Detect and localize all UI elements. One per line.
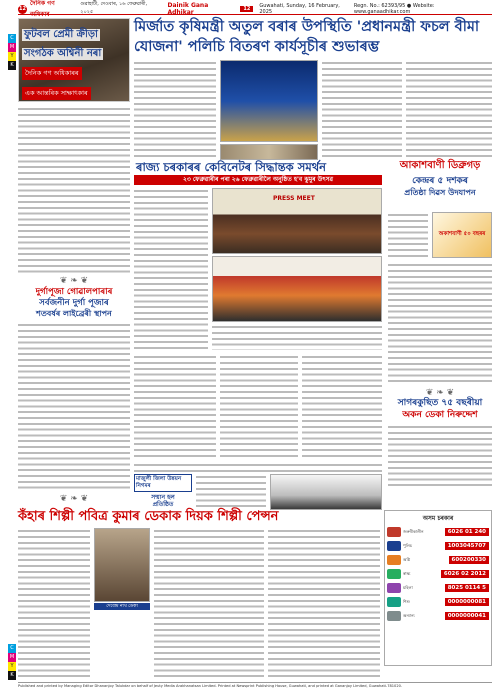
helpline-row (387, 568, 489, 580)
article-text (388, 424, 492, 490)
helpline-name: শিশু (403, 598, 410, 604)
lead-caption-line: ফুটবল প্ৰেমী ক্ৰীড়া (24, 29, 98, 40)
article-text (134, 60, 216, 158)
registration-number: Regn. No.: 62393/95 ● Website: www.ganaadhikar.com (353, 3, 435, 15)
article-text (18, 528, 90, 678)
helpline-row (387, 540, 489, 552)
portrait-photo (94, 528, 150, 602)
helpline-name: অন্যান্য (403, 612, 415, 618)
cmyk-strip-top: C M Y K (9, 35, 15, 68)
majuli-box (134, 474, 192, 492)
akashvani-emblem-photo (432, 212, 492, 258)
article-text (196, 474, 266, 510)
paper-logo: দৈনিক গণ অধিকাৰ (29, 0, 55, 18)
majuli-box-title: মাজুলী জিলা উন্নয়ন নিগমৰ (136, 476, 182, 489)
cabinet-headline: ৰাজ্য চৰকাৰৰ কেবিনেটৰ সিদ্ধান্তক সমৰ্থন (136, 160, 327, 174)
helpline-phone: 6026 01 240 (445, 528, 489, 536)
article-text (406, 60, 492, 158)
page-number: 12 (19, 5, 26, 12)
masthead (18, 0, 492, 18)
phone-icon (387, 527, 401, 537)
helpline-panel (384, 510, 492, 666)
article-text (212, 324, 382, 350)
helpline-list (387, 526, 489, 622)
paper-title: Dainik Gana Adhikar (167, 2, 209, 16)
majuli-box-subtitle: প্ৰতিষ্ঠিত (152, 501, 174, 508)
lead-caption-line: সংগঠক অশ্বিনী নৰা (24, 48, 102, 59)
helpline-phone: 0000000041 (445, 612, 489, 620)
phone-icon (387, 569, 401, 579)
ornament-divider: ❦ ❧ ❦ (59, 276, 89, 286)
helpline-name: জৰুৰীকালীন (403, 528, 424, 534)
akashvani-subheadline: কেন্দ্ৰৰ ৫ দশকৰ (412, 176, 468, 186)
article-text (154, 528, 264, 678)
lead-caption-tag: এক আন্তৰিক সাক্ষাৎকাৰ (22, 87, 91, 100)
phone-icon (387, 611, 401, 621)
article-text (388, 212, 428, 258)
date-english: Guwahati, Sunday, 16 February, 2025 (259, 3, 340, 15)
sagarkuchi-headline: অকন ডেকা নিৰুদ্দেশ (402, 410, 478, 420)
article-text (18, 106, 130, 274)
article-text (220, 354, 298, 458)
article-text (268, 528, 380, 678)
article-text (18, 322, 130, 490)
helpline-row (387, 610, 489, 622)
helpline-phone: 1003045707 (445, 542, 489, 550)
akashvani-headline: আকাশবাণী ডিব্ৰুগড় (399, 160, 481, 171)
lead-caption-tag: দৈনিক গণ অধিকাৰৰ (22, 67, 82, 80)
cmyk-strip-bottom: C M Y K (9, 645, 15, 678)
event-photo (270, 474, 382, 510)
article-text (134, 354, 216, 458)
majuli-box-subtitle: সন্মান হল (151, 494, 175, 501)
akashvani-subheadline: প্ৰতিষ্ঠা দিৱস উদযাপন (404, 188, 476, 197)
article-text (134, 188, 208, 350)
helpline-row (387, 554, 489, 566)
helpline-phone: 600200330 (449, 556, 489, 564)
article-text (134, 462, 382, 472)
article-text (302, 354, 382, 458)
helpline-row (387, 582, 489, 594)
cabinet-subheadline: ২৩ ফেব্ৰুৱাৰীৰ পৰা ২৬ ফেব্ৰুৱাৰীলৈ অনুষ্ঠিত হ'ব ঝুমুৰ উৎসৱ (134, 175, 382, 185)
helpline-name: স্বাস্থ্য (403, 570, 411, 576)
phone-icon (387, 583, 401, 593)
pension-headline: কঁহাৰ শিল্পী পবিত্ৰ কুমাৰ ডেকাক দিয়ক শিল্পী পেন্সন (18, 509, 279, 524)
helpline-heading: অসম চৰকাৰ (422, 515, 454, 522)
phone-icon (387, 555, 401, 565)
dance-group-photo (212, 256, 382, 322)
page-badge: 12 (240, 6, 253, 12)
helpline-name: অগ্নি (403, 556, 411, 562)
main-headline: মিৰ্জাত কৃষিমন্ত্ৰী অতুল বৰাৰ উপস্থিতি 'প্ৰধানমন্ত্ৰী ফচল বীমা যোজনা' পলিচি বিতৰণ কাৰ্যসূচীৰ শুভাৰম্ভ (134, 19, 480, 55)
event-photo (220, 60, 318, 142)
lead-caption (22, 22, 128, 100)
portrait-name-tag: দেবেন্দ্ৰ নাথ ডেকা (94, 603, 150, 610)
helpline-row (387, 596, 489, 608)
phone-icon (387, 541, 401, 551)
akashvani-stamp: অকাশবাণী ৫০ বছৰৰ (438, 231, 486, 237)
helpline-phone: 0000000081 (445, 598, 489, 606)
article-text (322, 60, 402, 158)
goalpara-headline: সৰ্বজনীন দুৰ্গা পূজাৰ (39, 298, 109, 308)
helpline-phone: 8025 0114 5 (445, 584, 489, 592)
helpline-row (387, 526, 489, 538)
press-meet-photo (212, 188, 382, 254)
goalpara-headline: শতবৰ্ষৰ লাইব্ৰেৰী স্থাপন (36, 309, 112, 318)
helpline-phone: 6026 02 2012 (441, 570, 489, 578)
imprint-footer: Published and printed by Managing Editor Dhananjoy Talukdar on behalf of Jeuty Media Arakhanatsan Limited. Printed at Newsprint Publishing House, Guwahati, and printed at Gananjoy Limited, Guwahati-781020. (18, 682, 492, 689)
helpline-name: পুলিচ (403, 542, 412, 548)
ornament-divider: ❦ ❧ ❦ (59, 494, 89, 504)
event-photo-strip (220, 144, 318, 160)
date-local: গুৱাহাটী, দেওবাৰ, ১৬ ফেব্ৰুৱাৰী, ২০২৫ (80, 1, 148, 15)
ornament-divider: ❦ ❧ ❦ (425, 388, 455, 398)
article-text (388, 262, 492, 384)
phone-icon (387, 597, 401, 607)
helpline-name: মহিলা (403, 584, 413, 590)
press-meet-banner: PRESS MEET (273, 195, 315, 202)
newspaper-page (8, 0, 492, 696)
goalpara-headline: দুৰ্গাপূজা গোৱালপাৰাৰ (35, 287, 113, 297)
sagarkuchi-headline: সাগৰকুছিত ৭৫ বছৰীয়া (397, 398, 483, 408)
